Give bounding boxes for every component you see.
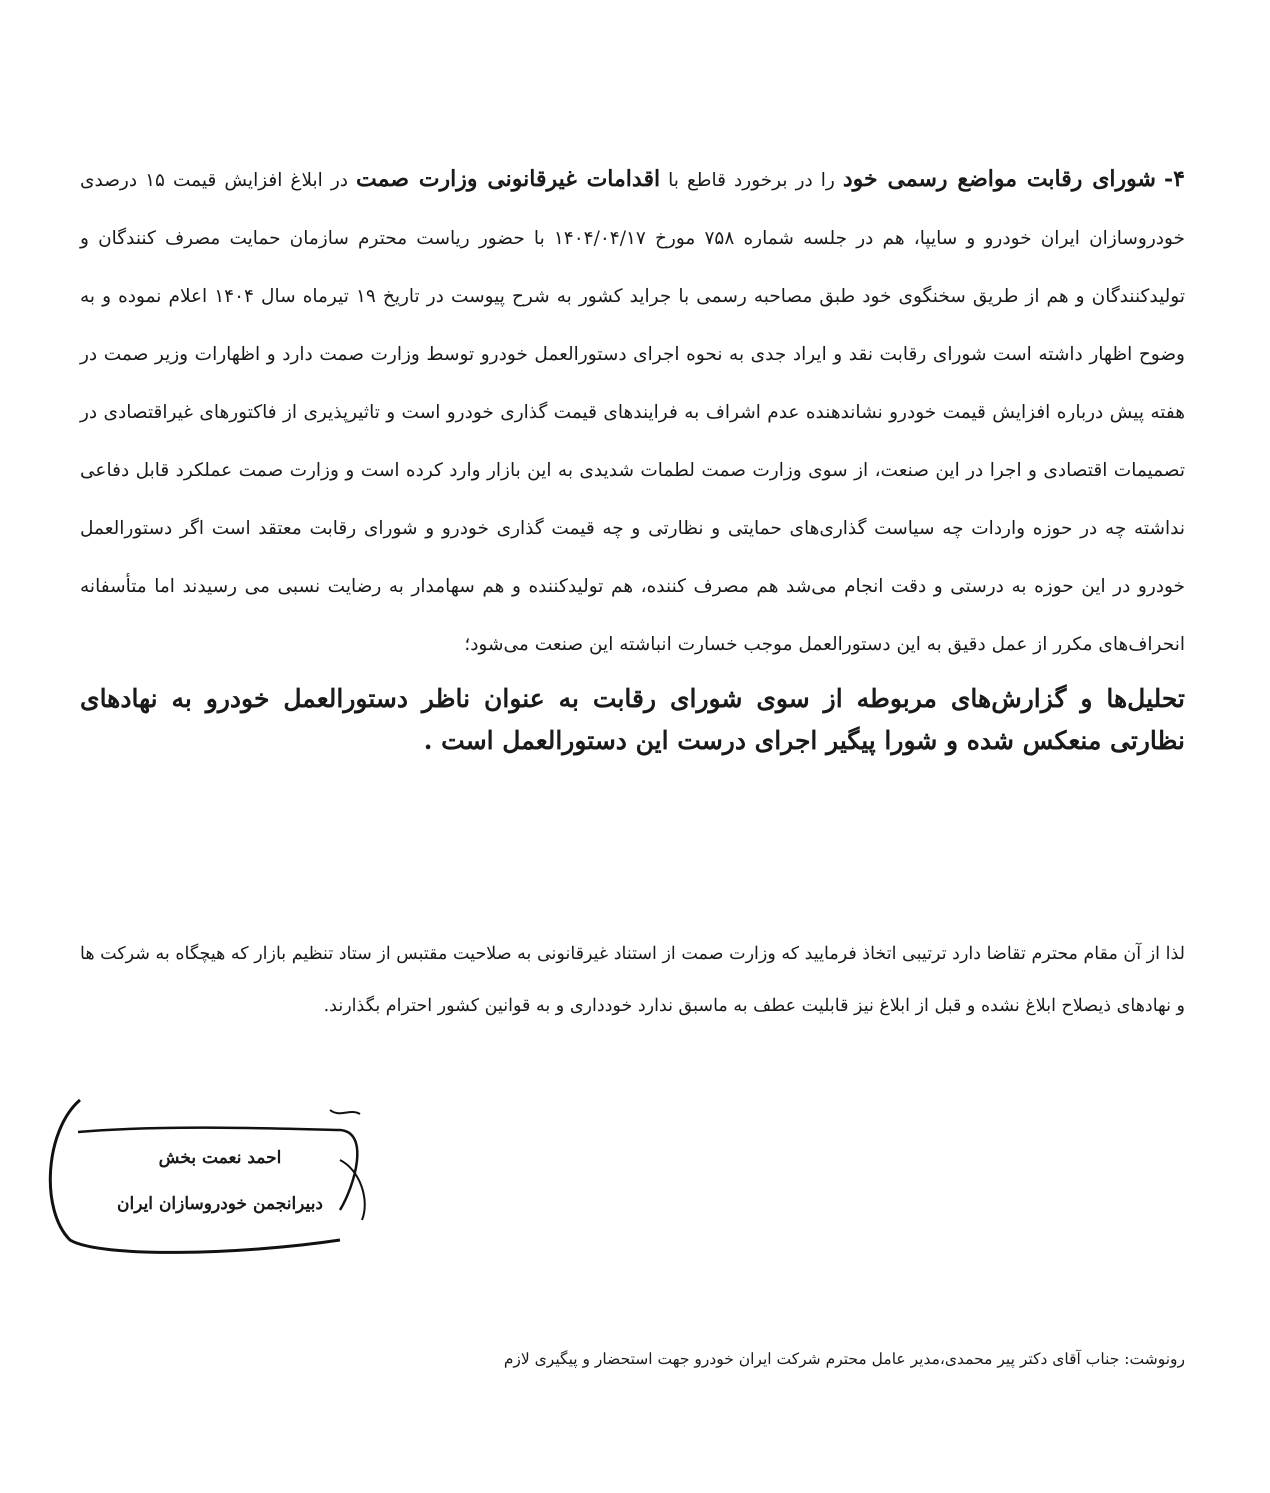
request-paragraph: لذا از آن مقام محترم تقاضا دارد ترتیبی اتخاذ فرمایید که وزارت صمت از استناد غیرقانونی به صلاحیت مقتبس از ستاد تنظیم بازار که هیچگاه به شرکت ها و نهادهای ذیصلاح ابلاغ نشده و قبل از ابلاغ نیز قابلیت عطف به ماسبق ندارد خودداری و به قوانین کشور احترام بگذارند.: [80, 944, 1185, 1016]
text-fragment: را در برخورد قاطع با: [668, 170, 835, 191]
bold-phrase-ministry: اقدامات غیرقانونی وزارت صمت: [356, 166, 661, 192]
item-number: ۴-: [1163, 166, 1185, 192]
signature-stamp: [40, 1090, 380, 1260]
signatory-name: احمد نعمت بخش: [158, 1148, 282, 1168]
signature-scribble: [40, 1090, 380, 1260]
main-body-text: در ابلاغ افزایش قیمت ۱۵ درصدی خودروسازان ایران خودرو و سایپا، هم در جلسه شماره ۷۵۸ مورخ ۱۴۰۴/۰۴/۱۷ با حضور ریاست محترم سازمان حمایت مصرف کنندگان و تولیدکنندگان و هم از طریق سخنگوی خود طبق مصاحبه رسمی با جراید کشور به شرح پیوست در تاریخ ۱۹ تیرماه سال ۱۴۰۴ اعلام نموده و به وضوح اظهار داشته است شورای رقابت نقد و ایراد جدی به نحوه اجرای دستورالعمل خودرو توسط وزارت صمت دارد و اظهارات وزیر صمت در هفته پیش درباره افزایش قیمت خودرو نشاندهنده عدم اشراف به فرایندهای قیمت گذاری خودرو است و تاثیرپذیری از فاکتورهای غیراقتصادی در تصمیمات اقتصادی و اجرا در این صنعت، از سوی وزارت صمت لطمات شدیدی به این بازار وارد کرده است و وزارت صمت عملکرد قابل دفاعی نداشته چه در حوزه واردات چه سیاست گذاری‌های حمایتی و نظارتی و چه قیمت گذاری خودرو و شورای رقابت معتقد است اگر دستورالعمل خودرو در این حوزه به درستی و دقت انجام می‌شد هم مصرف کننده، هم تولیدکننده و هم سهامدار به رضایت نسبی می رسیدند اما متأسفانه انحراف‌های مکرر از عمل دقیق به این دستورالعمل موجب خسارت انباشته این صنعت می‌شود؛: [80, 170, 1186, 655]
bold-phrase-council: شورای رقابت مواضع رسمی خود: [842, 166, 1156, 192]
carbon-copy-line: رونوشت: جناب آقای دکتر پیر محمدی،مدیر عامل محترم شرکت ایران خودرو جهت استحضار و پیگیری لازم: [503, 1350, 1185, 1368]
signatory-title: دبیرانجمن خودروسازان ایران: [116, 1194, 323, 1214]
main-paragraph: [80, 150, 1185, 762]
bold-conclusion: تحلیل‌ها و گزارش‌های مربوطه از سوی شورای رقابت به عنوان ناظر دستورالعمل خودرو به نهادهای نظارتی منعکس شده و شورا پیگیر اجرای درست این دستورالعمل است .: [80, 684, 1185, 755]
